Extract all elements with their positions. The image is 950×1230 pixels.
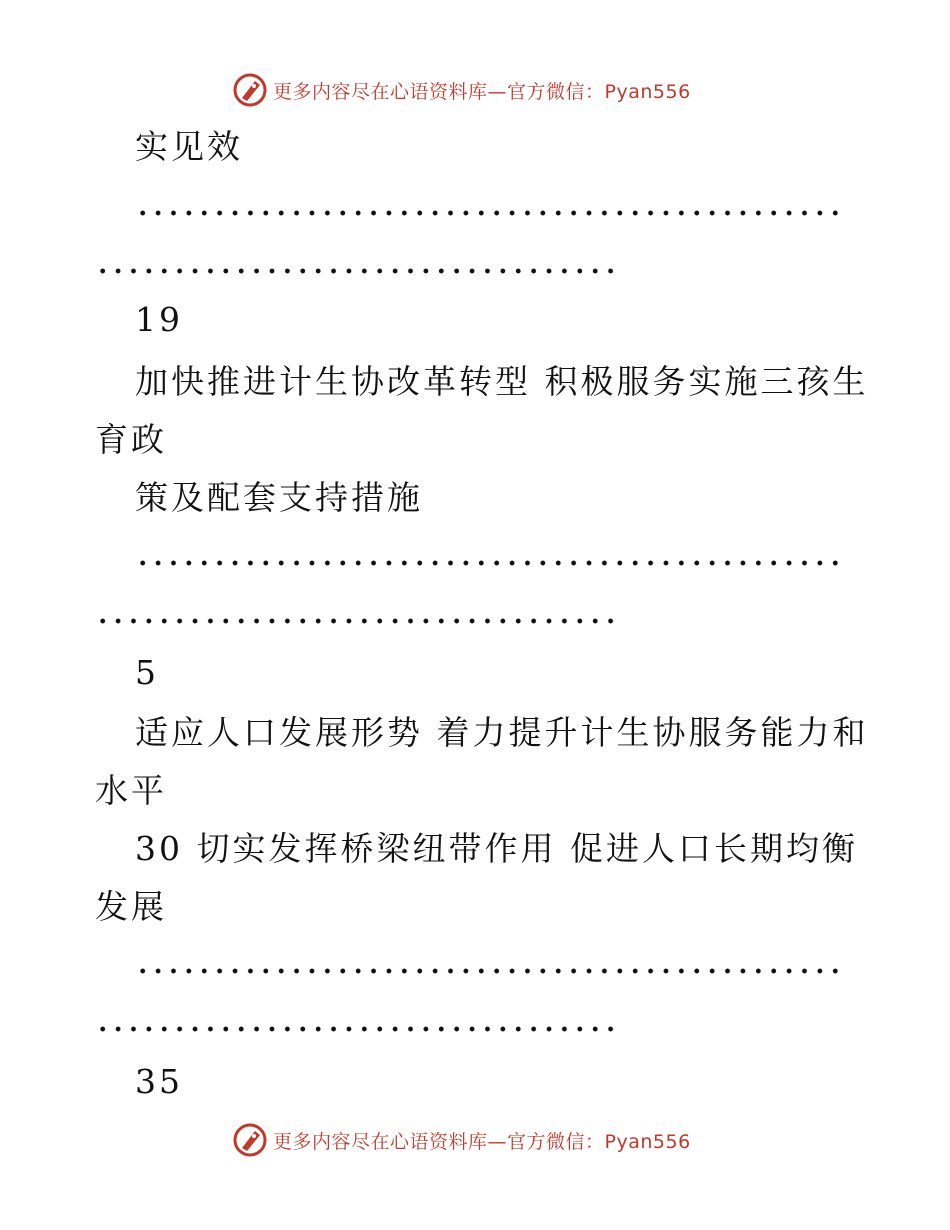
pen-nib-logo-icon (233, 1123, 267, 1157)
leader-dots (95, 268, 617, 274)
toc-line-5: 适应人口发展形势 着力提升计生协服务能力和 (135, 713, 869, 752)
leader-dots (135, 210, 845, 216)
toc-line-6: 水平 (95, 771, 167, 810)
footer-banner (233, 1120, 691, 1160)
toc-line-1: 实见效 (135, 127, 243, 166)
footer-banner-text: 更多内容尽在心语资料库—官方微信：Pyan556 (273, 1130, 691, 1153)
toc-line-3: 育政 (95, 420, 167, 459)
toc-line-2: 加快推进计生协改革转型 积极服务实施三孩生 (135, 362, 869, 401)
toc-page-number-1: 19 (135, 300, 183, 339)
leader-dots (95, 1026, 617, 1032)
header-banner-text: 更多内容尽在心语资料库—官方微信：Pyan556 (273, 80, 691, 103)
toc-page-number-2: 5 (135, 653, 159, 692)
toc-page-number-3: 35 (135, 1062, 183, 1101)
pen-nib-logo-icon (233, 73, 267, 107)
header-banner (233, 70, 691, 110)
toc-line-7: 30 切实发挥桥梁纽带作用 促进人口长期均衡 (135, 829, 858, 868)
leader-dots (135, 560, 845, 566)
toc-line-8: 发展 (95, 887, 167, 926)
leader-dots (135, 968, 845, 974)
toc-line-4: 策及配套支持措施 (135, 478, 423, 517)
leader-dots (95, 618, 617, 624)
